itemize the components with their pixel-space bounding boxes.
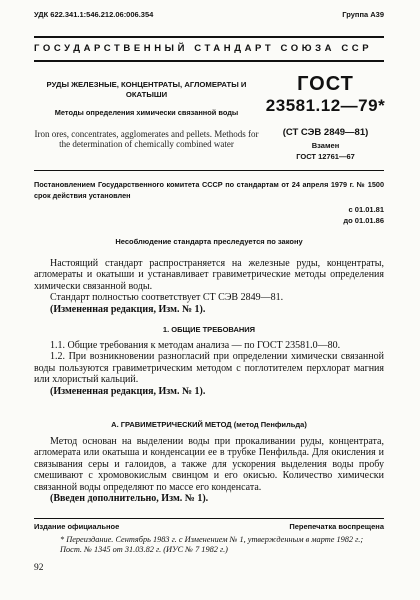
- replaces-label: Взамен: [311, 141, 340, 150]
- intro-paragraph: Настоящий стандарт распространяется на железные руды, концентраты, агломераты и окатыши и устанавливает гравиметрические методы определения химически связанной воды.: [34, 258, 384, 292]
- clause-1-1: 1.1. Общие требования к методам анализа — по ГОСТ 23581.0—80.: [50, 340, 341, 351]
- banner-rule: [34, 60, 384, 62]
- section-a-body: [34, 436, 384, 504]
- title-rule: [34, 170, 384, 171]
- standard-subtitle-ru: Методы определения химически связанной воды: [54, 108, 239, 117]
- gost-number: 23581.12—79*: [265, 96, 386, 115]
- method-description: Метод основан на выделении воды при прокаливании руды, концентрата, агломерата или окатыша и конденсации ее в трубке Пенфильда. Для окисления и связывания серы и галоидов, а также для ускорения выделения воды пробу смешивают с хромовокислым свинцом и его окисью. Количество химически связанной воды определяют по массе его конденсата.: [34, 436, 384, 493]
- udk-code: УДК 622.341.1:546.212.06:006.354: [34, 10, 154, 19]
- decree-text: Постановлением Государственного комитета СССР по стандартам от 24 апреля 1979 г. № 1500 срок действия установлен: [34, 180, 384, 200]
- intro-compliance: Стандарт полностью соответствует СТ СЭВ 2849—81.: [50, 292, 284, 304]
- legal-warning: Несоблюдение стандарта преследуется по закону: [115, 237, 303, 246]
- gost-label: ГОСТ: [297, 73, 354, 95]
- section-1-heading: 1. ОБЩИЕ ТРЕБОВАНИЯ: [162, 325, 256, 334]
- standard-title-en: Iron ores, concentrates, agglomerates and pellets. Methods for the determination of chemically combined water: [34, 129, 259, 149]
- validity-to: до 01.01.86: [343, 216, 384, 225]
- page-number: 92: [34, 563, 44, 573]
- section-a-amendment-note: (Введен дополнительно, Изм. № 1).: [50, 493, 209, 505]
- section-a-heading: А. ГРАВИМЕТРИЧЕСКИЙ МЕТОД (метод Пенфильда): [111, 420, 307, 429]
- section-1-body: [34, 340, 384, 397]
- official-edition: Издание официальное: [34, 522, 120, 531]
- replaced-standard: ГОСТ 12761—67: [296, 152, 355, 161]
- state-standard-banner: ГОСУДАРСТВЕННЫЙ СТАНДАРТ СОЮЗА ССР: [34, 43, 373, 54]
- footer-rule: [34, 518, 384, 519]
- st-sev-reference: (СТ СЭВ 2849—81): [282, 127, 369, 138]
- validity-from: с 01.01.81: [348, 205, 384, 214]
- reprint-prohibited: Перепечатка воспрещена: [289, 522, 384, 531]
- intro-section: [34, 258, 384, 315]
- header-line: [34, 10, 384, 19]
- group-code: Группа А39: [342, 10, 384, 19]
- reprint-footnote: * Переиздание. Сентябрь 1983 г. с Изменением № 1, утвержденным в марте 1982 г.; Пост. № 1345 от 31.03.82 г. (ИУС № 7 1982 г.): [60, 535, 364, 554]
- clause-1-2: 1.2. При возникновении разногласий при определении химически связанной воды пользуются гравиметрическим методом с поглотителем перхлорат магния или хлористый кальций.: [34, 351, 384, 386]
- standard-title-ru: РУДЫ ЖЕЛЕЗНЫЕ, КОНЦЕНТРАТЫ, АГЛОМЕРАТЫ И ОКАТЫШИ: [46, 80, 247, 99]
- intro-amendment-note: (Измененная редакция, Изм. № 1).: [50, 303, 206, 315]
- section-1-amendment-note: (Измененная редакция, Изм. № 1).: [50, 385, 206, 397]
- top-rule: [34, 36, 384, 38]
